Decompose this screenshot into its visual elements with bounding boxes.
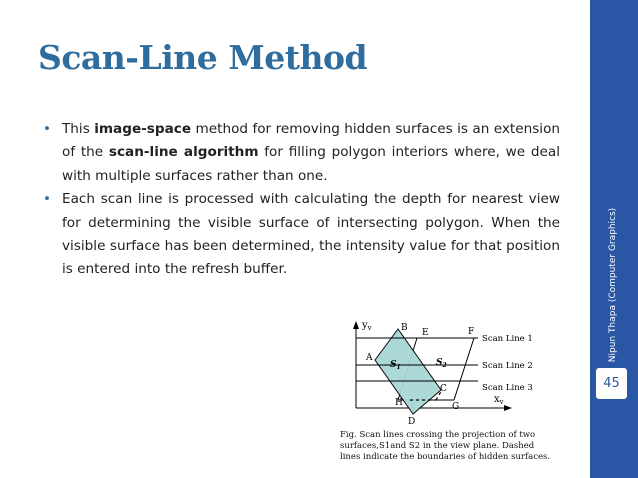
point-label-g: G — [452, 402, 460, 412]
slide-title: Scan-Line Method — [38, 38, 368, 77]
bullet-dot-icon: • — [43, 121, 52, 137]
scan-line-1-label: Scan Line 1 — [482, 334, 533, 344]
bullet-dot-icon: • — [43, 191, 52, 208]
point-label-c: C — [440, 384, 447, 394]
point-label-e: E — [422, 328, 429, 338]
bullet-item: • This image-space method for removing hidden surfaces is an extension of the scan-line algorithm for filling polygon interiors where, we deal with multiple surfaces rather than one. — [40, 118, 560, 188]
x-axis-arrow-icon — [504, 405, 512, 411]
author-label — [603, 205, 623, 365]
page-number: 45 — [595, 367, 628, 400]
surface-s2-label: $S_2$ — [436, 358, 447, 369]
point-label-b: B — [401, 323, 408, 333]
bold-term: image-space — [94, 121, 192, 137]
scan-line-3-label: Scan Line 3 — [482, 383, 533, 393]
y-axis-label: $y_v$ — [362, 320, 372, 332]
surface-s1-label: $S_1$ — [390, 360, 401, 371]
point-label-a: A — [366, 353, 373, 363]
point-label-h: H — [395, 398, 403, 408]
slide-body — [40, 118, 560, 282]
point-label-f: F — [468, 327, 475, 337]
author-label-text: Nipun Thapa (Computer Graphics) — [608, 207, 618, 363]
bold-term: scan-line algorithm — [108, 144, 259, 161]
bullet-item: • Each scan line is processed with calculating the depth for nearest view for determining the visible surface of intersecting polygon. When the visible surface has been determined, the intensity value for that position is entered into the refresh buffer. — [40, 188, 560, 282]
scan-line-2-label: Scan Line 2 — [482, 361, 533, 371]
x-axis-label: $x_v$ — [494, 394, 504, 406]
point-label-d: D — [408, 417, 416, 427]
surface-s1 — [375, 329, 441, 414]
y-axis-arrow-icon — [353, 321, 359, 329]
figure-caption: Fig. Scan lines crossing the projection of two surfaces,S1and S2 in the view plane. Dashed lines indicate the boundaries of hidden surfaces. — [340, 430, 551, 462]
